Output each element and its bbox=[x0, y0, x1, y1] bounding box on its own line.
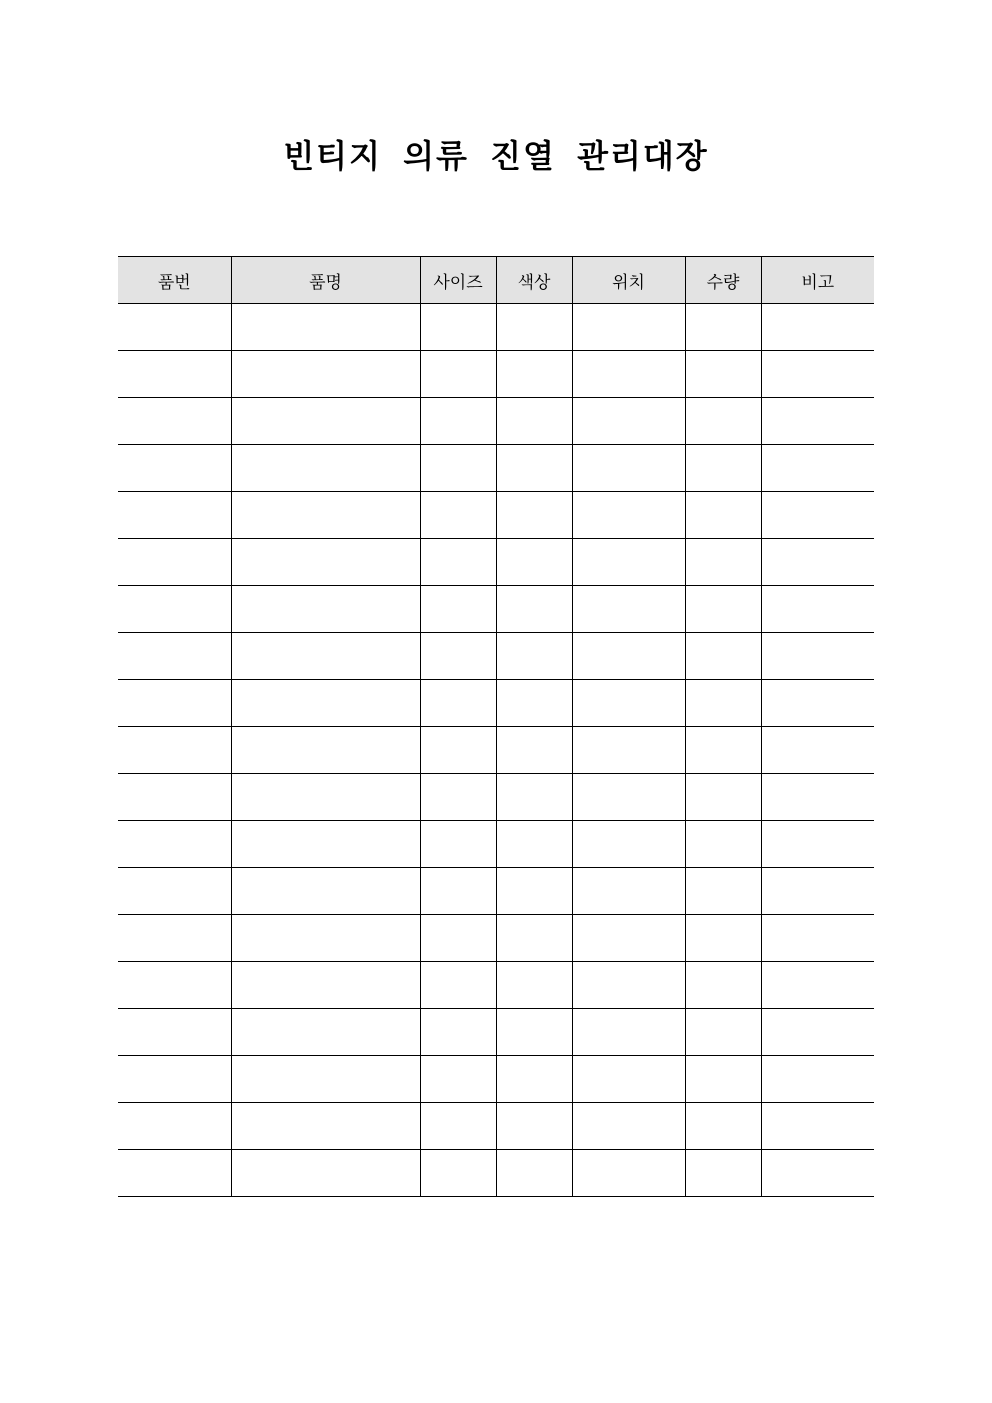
table-row bbox=[118, 1056, 874, 1103]
table-cell[interactable] bbox=[685, 680, 761, 727]
table-cell[interactable] bbox=[685, 1103, 761, 1150]
table-cell[interactable] bbox=[118, 868, 231, 915]
table-cell[interactable] bbox=[118, 962, 231, 1009]
table-cell[interactable] bbox=[685, 351, 761, 398]
table-cell[interactable] bbox=[761, 868, 874, 915]
table-cell[interactable] bbox=[761, 1150, 874, 1197]
table-cell[interactable] bbox=[231, 539, 420, 586]
table-cell[interactable] bbox=[685, 304, 761, 351]
header-row bbox=[118, 257, 874, 304]
table-cell[interactable] bbox=[231, 445, 420, 492]
table-cell[interactable] bbox=[572, 962, 685, 1009]
ledger-table bbox=[118, 256, 874, 1197]
table-cell[interactable] bbox=[118, 1150, 231, 1197]
table-cell[interactable] bbox=[572, 586, 685, 633]
table-cell[interactable] bbox=[231, 680, 420, 727]
table-cell[interactable] bbox=[118, 351, 231, 398]
table-cell[interactable] bbox=[761, 727, 874, 774]
table-cell[interactable] bbox=[761, 962, 874, 1009]
table-cell[interactable] bbox=[231, 351, 420, 398]
table-cell[interactable] bbox=[118, 774, 231, 821]
table-cell[interactable] bbox=[231, 492, 420, 539]
table-cell[interactable] bbox=[685, 774, 761, 821]
table-cell[interactable] bbox=[420, 680, 496, 727]
table-cell[interactable] bbox=[685, 1009, 761, 1056]
table-cell[interactable] bbox=[231, 304, 420, 351]
table-cell[interactable] bbox=[685, 1150, 761, 1197]
table-cell[interactable] bbox=[118, 398, 231, 445]
table-row bbox=[118, 1103, 874, 1150]
table-cell[interactable] bbox=[572, 633, 685, 680]
table-cell[interactable] bbox=[572, 774, 685, 821]
table-cell[interactable] bbox=[496, 351, 572, 398]
table-cell[interactable] bbox=[118, 680, 231, 727]
table-cell[interactable] bbox=[685, 868, 761, 915]
table-cell[interactable] bbox=[572, 492, 685, 539]
table-cell[interactable] bbox=[496, 1009, 572, 1056]
table-cell[interactable] bbox=[231, 727, 420, 774]
table-row bbox=[118, 351, 874, 398]
table-cell[interactable] bbox=[420, 1056, 496, 1103]
column-header-item-number: 품번 bbox=[118, 257, 231, 304]
table-cell[interactable] bbox=[572, 915, 685, 962]
table-cell[interactable] bbox=[572, 1103, 685, 1150]
table-cell[interactable] bbox=[685, 821, 761, 868]
table-cell[interactable] bbox=[118, 821, 231, 868]
column-header-size: 사이즈 bbox=[420, 257, 496, 304]
table-cell[interactable] bbox=[761, 821, 874, 868]
table-cell[interactable] bbox=[496, 680, 572, 727]
table-row bbox=[118, 586, 874, 633]
table-cell[interactable] bbox=[572, 821, 685, 868]
table-cell[interactable] bbox=[685, 962, 761, 1009]
table-cell[interactable] bbox=[761, 351, 874, 398]
table-cell[interactable] bbox=[118, 1056, 231, 1103]
table-cell[interactable] bbox=[572, 680, 685, 727]
table-cell[interactable] bbox=[685, 1056, 761, 1103]
table-cell[interactable] bbox=[572, 445, 685, 492]
table-cell[interactable] bbox=[118, 586, 231, 633]
table-cell[interactable] bbox=[420, 633, 496, 680]
table-cell[interactable] bbox=[231, 1056, 420, 1103]
table-cell[interactable] bbox=[420, 304, 496, 351]
table-cell[interactable] bbox=[118, 304, 231, 351]
table-cell[interactable] bbox=[761, 1009, 874, 1056]
column-header-remarks: 비고 bbox=[761, 257, 874, 304]
table-cell[interactable] bbox=[231, 398, 420, 445]
table-row bbox=[118, 774, 874, 821]
table-cell[interactable] bbox=[496, 727, 572, 774]
table-cell[interactable] bbox=[118, 539, 231, 586]
table-cell[interactable] bbox=[231, 915, 420, 962]
table-cell[interactable] bbox=[761, 539, 874, 586]
table-cell[interactable] bbox=[685, 539, 761, 586]
table-cell[interactable] bbox=[685, 586, 761, 633]
table-cell[interactable] bbox=[572, 1056, 685, 1103]
table-cell[interactable] bbox=[761, 492, 874, 539]
table-cell[interactable] bbox=[761, 633, 874, 680]
table-cell[interactable] bbox=[761, 774, 874, 821]
table-cell[interactable] bbox=[496, 821, 572, 868]
column-header-color: 색상 bbox=[496, 257, 572, 304]
column-header-location: 위치 bbox=[572, 257, 685, 304]
table-cell[interactable] bbox=[118, 1103, 231, 1150]
table-cell[interactable] bbox=[572, 868, 685, 915]
table-cell[interactable] bbox=[118, 492, 231, 539]
table-row bbox=[118, 539, 874, 586]
table-cell[interactable] bbox=[420, 868, 496, 915]
ledger-body bbox=[118, 304, 874, 1197]
table-cell[interactable] bbox=[420, 492, 496, 539]
table-cell[interactable] bbox=[118, 633, 231, 680]
table-cell[interactable] bbox=[761, 445, 874, 492]
table-cell[interactable] bbox=[572, 539, 685, 586]
table-row bbox=[118, 821, 874, 868]
table-cell[interactable] bbox=[496, 539, 572, 586]
column-header-quantity: 수량 bbox=[685, 257, 761, 304]
table-cell[interactable] bbox=[496, 1103, 572, 1150]
table-cell[interactable] bbox=[231, 1103, 420, 1150]
table-cell[interactable] bbox=[496, 962, 572, 1009]
table-cell[interactable] bbox=[572, 727, 685, 774]
table-cell[interactable] bbox=[761, 1056, 874, 1103]
column-header-item-name: 품명 bbox=[231, 257, 420, 304]
table-cell[interactable] bbox=[420, 539, 496, 586]
table-cell[interactable] bbox=[685, 445, 761, 492]
table-cell[interactable] bbox=[496, 1056, 572, 1103]
table-row bbox=[118, 304, 874, 351]
table-row bbox=[118, 915, 874, 962]
table-cell[interactable] bbox=[118, 1009, 231, 1056]
table-row bbox=[118, 492, 874, 539]
table-cell[interactable] bbox=[231, 1150, 420, 1197]
table-row bbox=[118, 1150, 874, 1197]
table-cell[interactable] bbox=[761, 304, 874, 351]
table-cell[interactable] bbox=[572, 1150, 685, 1197]
table-cell[interactable] bbox=[420, 962, 496, 1009]
table-row bbox=[118, 1009, 874, 1056]
table-cell[interactable] bbox=[496, 586, 572, 633]
table-cell[interactable] bbox=[118, 727, 231, 774]
table-cell[interactable] bbox=[420, 727, 496, 774]
table-cell[interactable] bbox=[685, 398, 761, 445]
table-cell[interactable] bbox=[496, 398, 572, 445]
table-row bbox=[118, 868, 874, 915]
table-cell[interactable] bbox=[231, 868, 420, 915]
table-cell[interactable] bbox=[231, 774, 420, 821]
table-cell[interactable] bbox=[572, 304, 685, 351]
table-row bbox=[118, 680, 874, 727]
table-cell[interactable] bbox=[118, 915, 231, 962]
table-cell[interactable] bbox=[685, 633, 761, 680]
table-row bbox=[118, 633, 874, 680]
table-cell[interactable] bbox=[761, 586, 874, 633]
table-cell[interactable] bbox=[420, 445, 496, 492]
table-cell[interactable] bbox=[496, 868, 572, 915]
table-cell[interactable] bbox=[118, 445, 231, 492]
table-cell[interactable] bbox=[420, 1009, 496, 1056]
table-cell[interactable] bbox=[496, 304, 572, 351]
table-cell[interactable] bbox=[572, 351, 685, 398]
table-cell[interactable] bbox=[420, 586, 496, 633]
table-cell[interactable] bbox=[496, 633, 572, 680]
table-cell[interactable] bbox=[496, 1150, 572, 1197]
table-cell[interactable] bbox=[496, 915, 572, 962]
table-cell[interactable] bbox=[231, 586, 420, 633]
table-cell[interactable] bbox=[761, 398, 874, 445]
table-row bbox=[118, 962, 874, 1009]
table-cell[interactable] bbox=[685, 492, 761, 539]
table-cell[interactable] bbox=[420, 821, 496, 868]
table-cell[interactable] bbox=[761, 915, 874, 962]
table-cell[interactable] bbox=[572, 1009, 685, 1056]
table-cell[interactable] bbox=[420, 915, 496, 962]
document-title: 빈티지 의류 진열 관리대장 bbox=[283, 137, 709, 175]
table-cell[interactable] bbox=[420, 774, 496, 821]
table-row bbox=[118, 727, 874, 774]
table-row bbox=[118, 398, 874, 445]
table-cell[interactable] bbox=[231, 962, 420, 1009]
table-cell[interactable] bbox=[496, 774, 572, 821]
table-cell[interactable] bbox=[496, 445, 572, 492]
table-cell[interactable] bbox=[231, 633, 420, 680]
table-cell[interactable] bbox=[420, 351, 496, 398]
table-cell[interactable] bbox=[685, 727, 761, 774]
table-cell[interactable] bbox=[420, 1150, 496, 1197]
table-row bbox=[118, 445, 874, 492]
table-cell[interactable] bbox=[420, 398, 496, 445]
table-cell[interactable] bbox=[496, 492, 572, 539]
table-cell[interactable] bbox=[420, 1103, 496, 1150]
table-cell[interactable] bbox=[572, 398, 685, 445]
table-cell[interactable] bbox=[761, 680, 874, 727]
table-cell[interactable] bbox=[685, 915, 761, 962]
table-cell[interactable] bbox=[761, 1103, 874, 1150]
table-cell[interactable] bbox=[231, 821, 420, 868]
table-cell[interactable] bbox=[231, 1009, 420, 1056]
